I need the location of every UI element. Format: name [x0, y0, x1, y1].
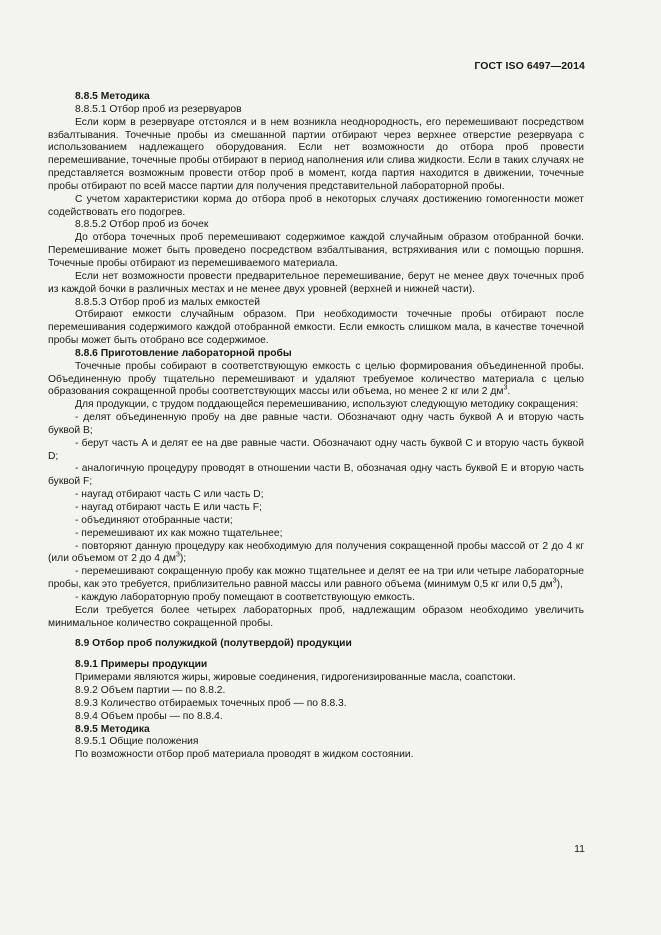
paragraph-text: 8.8.5.1 Отбор проб из резервуаров — [75, 103, 242, 115]
paragraph-p5 — [48, 309, 584, 348]
paragraph-p3 — [48, 232, 584, 271]
paragraph-text: По возможности отбор проб материала проводят в жидком состоянии. — [75, 749, 414, 761]
paragraph-text: С учетом характеристики корма до отбора проб в некоторых случаях достижению гомогенности может содействовать его подогрев. — [48, 193, 584, 218]
paragraph-text: 8.9.5.1 Общие положения — [75, 736, 199, 748]
paragraph-text: 8.9.4 Объем пробы — по 8.8.4. — [75, 710, 223, 722]
paragraph-text: - делят объединенную пробу на две равные части. Обозначают одну часть буквой А и вторую часть буквой В; — [48, 412, 584, 436]
paragraph-text: - наугад отбирают часть Е или часть F; — [75, 502, 262, 513]
paragraph-text: - повторяют данную процедуру как необходимую для получения сокращенной пробы массой от 2 до 4 кг (или объемом от 2 до 4 дм — [48, 540, 584, 565]
paragraph-text: - аналогичную процедуру проводят в отношении части В, обозначая одну часть буквой Е и вторую часть буквой F; — [48, 463, 584, 488]
paragraph-text: Для продукции, с трудом поддающейся перемешиванию, используют следующую методику сокращения: — [75, 399, 579, 411]
paragraph-text: - каждую лабораторную пробу помещают в соответствующую емкость. — [75, 591, 415, 603]
paragraph-text: Точечные пробы собирают в соответствующую емкость с целью формирования объединенной пробы. Объединенную пробу тщательно перемешивают и удаляют требуемое количество материала с целью образования сокращенной пробы соответствующих массы или объема, но менее 2 кг или 2 дм — [48, 360, 584, 398]
paragraph-text: Примерами являются жиры, жировые соединения, гидрогенизированные масла, соапстоки. — [75, 672, 516, 684]
paragraph-text: - перемешивают их как можно тщательнее; — [75, 527, 283, 539]
paragraph-h89 — [48, 638, 584, 651]
paragraph-text: Если корм в резервуаре отстоялся и в нем возникла неоднородность, его перемешивают посредством взбалтывания. Точечные пробы из смешанной партии отбирают через верхнее отверстие резервуара с использованием надлежащего оборудования. Если нет возможности до отбора проб провести перемешивание, точечные пробы отбирают в период наполнения или слива жидкости. Если в таких случаях не представляется возможным провести отбор проб в момент, когда партия находится в движении, точечные пробы отбирают по всей массе партии для получения представительной лабораторной пробы. — [48, 116, 584, 192]
paragraph-li2 — [48, 438, 584, 464]
paragraph-h894 — [48, 711, 584, 724]
paragraph-h885 — [48, 91, 584, 104]
paragraph-text: - перемешивают сокращенную пробу как можно тщательнее и делят ее на три или четыре лабораторные пробы, как это требуется, приблизительно равной массы или равного объема (минимум 0,5 кг или 0,5 дм — [48, 566, 584, 591]
paragraph-p4 — [48, 271, 584, 297]
paragraph-text-tail: . — [507, 386, 511, 398]
paragraph-text: - объединяют отобранные части; — [75, 514, 233, 526]
paragraph-h891 — [48, 659, 584, 672]
paragraph-text: 8.8.5.3 Отбор проб из малых емкостей — [75, 296, 261, 308]
paragraph-text: - наугад отбирают часть С или часть D; — [75, 489, 264, 501]
paragraph-text-tail: ); — [179, 553, 187, 565]
paragraph-li10 — [48, 592, 584, 605]
paragraph-text: 8.8.5.2 Отбор проб из бочек — [75, 219, 209, 231]
paragraph-h886 — [48, 348, 584, 361]
standard-code: ГОСТ ISO 6497—2014 — [474, 60, 585, 72]
paragraph-li3 — [48, 463, 584, 489]
page-number: 11 — [574, 843, 585, 855]
paragraph-h8853 — [48, 297, 584, 310]
paragraph-li1 — [48, 412, 584, 438]
paragraph-text: 8.9 Отбор проб полужидкой (полутвердой) продукции — [75, 638, 352, 650]
paragraph-text: - берут часть А и делят ее на две равные части. Обозначают одну часть буквой С и вторую часть буквой D; — [48, 437, 584, 462]
paragraph-p6 — [48, 361, 584, 400]
superscript: 3 — [175, 551, 180, 559]
paragraph-text: 8.9.5 Методика — [75, 723, 150, 735]
paragraph-text: До отбора точечных проб перемешивают содержимое каждой случайным образом отобранной бочки. Перемешивание может быть проведено посредством взбалтывания, встряхивания или с помощью поршня. Точечные пробы отбирают из перемешиваемого материала. — [48, 232, 584, 269]
superscript: 3 — [552, 577, 557, 585]
paragraph-h893 — [48, 698, 584, 711]
paragraph-p7 — [48, 399, 584, 412]
paragraph-h8951 — [48, 736, 584, 749]
paragraph-text-tail: ), — [556, 579, 563, 591]
paragraph-text: Если нет возможности провести предварительное перемешивание, берут не менее двух точечных проб из каждой бочки в различных местах и не менее двух уровней (верхней и нижней части). — [48, 270, 584, 295]
paragraph-p10 — [48, 749, 584, 762]
paragraph-li9 — [48, 566, 584, 592]
paragraph-li8 — [48, 541, 584, 567]
paragraph-text: 8.9.2 Объем партии — по 8.8.2. — [75, 684, 226, 696]
paragraph-text: 8.9.3 Количество отбираемых точечных проб — по 8.8.3. — [75, 697, 347, 709]
paragraph-p9 — [48, 672, 584, 685]
paragraph-li5 — [48, 502, 584, 515]
document-body — [48, 91, 584, 762]
paragraph-h8852 — [48, 219, 584, 232]
paragraph-p1 — [48, 117, 584, 194]
paragraph-text: 8.8.5 Методика — [75, 91, 150, 102]
paragraph-h8851 — [48, 104, 584, 117]
paragraph-li7 — [48, 528, 584, 541]
paragraph-p8 — [48, 605, 584, 631]
paragraph-text: 8.8.6 Приготовление лабораторной пробы — [75, 347, 292, 359]
paragraph-h895 — [48, 724, 584, 737]
paragraph-text: Если требуется более четырех лабораторных проб, надлежащим образом необходимо увеличить минимальное количество сокращенной пробы. — [48, 604, 584, 629]
paragraph-p2 — [48, 194, 584, 220]
paragraph-li6 — [48, 515, 584, 528]
paragraph-li4 — [48, 489, 584, 502]
paragraph-h892 — [48, 685, 584, 698]
superscript: 3 — [503, 384, 508, 392]
paragraph-text: 8.9.1 Примеры продукции — [75, 659, 208, 671]
paragraph-text: Отбирают емкости случайным образом. При необходимости точечные пробы отбирают после перемешивания содержимого каждой отобранной емкости. Если емкость слишком мала, в качестве точечной пробы может быть отобрано все содержимое. — [48, 309, 584, 347]
